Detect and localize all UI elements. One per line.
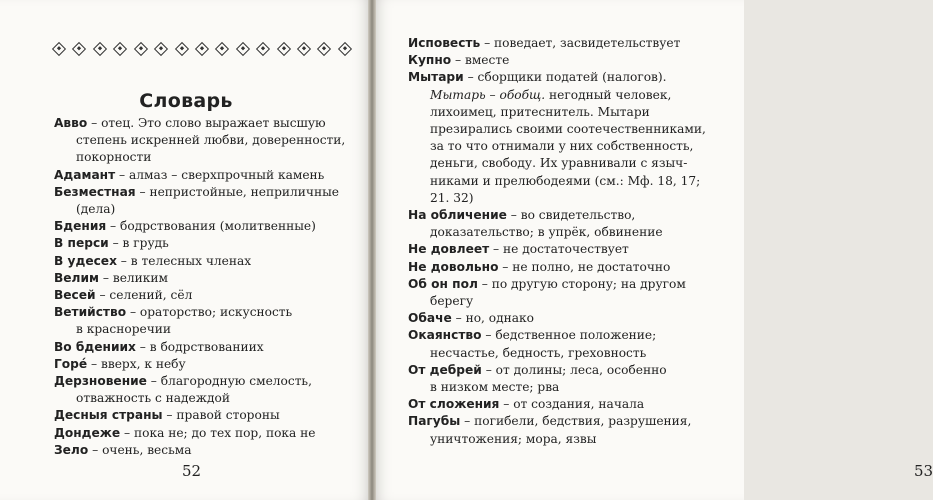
entry-term: От сложения [408,397,500,412]
entry-term: На обличение [408,208,507,223]
entry-term: Десныя страны [54,408,163,423]
dictionary-entry [54,235,354,252]
entry-term: Обаче [408,311,452,326]
entry-definition: – поведает, засвидетельствует [480,36,681,50]
entry-term: Во бдениих [54,339,136,354]
ornament-diamond-icon [317,42,331,56]
entry-definition-continued: никами и прелюбодеями (см.: Мф. 18, 17; [430,173,701,188]
entry-definition: – селений, сёл [95,288,193,303]
page-number-left: 52 [182,462,202,480]
entry-definition: – бодрствования (молитвенные) [106,219,316,234]
entry-definition: – благородную смелость, [146,374,312,389]
ornament-diamond-icon [297,42,311,56]
entry-definition-continued: степень искренней любви, доверенности, [76,133,346,148]
entry-definition: – в бодрствованиих [135,339,264,354]
entry-definition: – бедственное положение; [481,328,657,343]
entry-definition: – не достаточествует [489,242,629,257]
entry-definition: – сборщики податей (налогов). [463,70,667,85]
entry-term: Не довольно [408,259,499,274]
entry-term: Велим [54,270,99,285]
entry-definition-continued: в низком месте; рва [430,380,560,395]
ornament-border [54,40,350,58]
dictionary-entry [408,207,718,241]
ornament-diamond-icon [174,42,188,56]
entry-definition: – вверх, к небу [87,356,186,371]
entry-term: Мытари [408,70,464,85]
dictionary-entry [54,253,354,270]
entry-definition: – ораторство; искусность [126,305,293,320]
entry-term: От дебрей [408,362,482,377]
entry-term: Горé [54,356,88,371]
dictionary-entry [408,327,718,361]
dictionary-entry [408,259,718,276]
entry-definition: – непристойные, неприличные [135,184,340,199]
dictionary-entry [408,396,718,413]
dictionary-entry [54,339,354,356]
dictionary-entry [408,413,718,447]
entry-definition-continued: несчастье, бедность, греховность [430,345,647,360]
entry-term: Бдения [54,219,107,234]
entry-definition-continued: отважность с надеждой [76,391,230,406]
entry-term: Купно [408,53,452,68]
dictionary-entry [408,310,718,327]
entry-definition-continued: в красноречии [76,322,172,337]
entry-definition-continued: уничтожения; мора, язвы [430,431,597,446]
ornament-diamond-icon [256,42,270,56]
dictionary-entry [54,407,354,424]
entry-definition-continued: покорности [76,150,152,165]
entry-term: Не довлеет [408,242,490,257]
entry-definition: – но, однако [451,311,534,326]
entry-term: Дондеже [54,425,121,440]
ornament-diamond-icon [236,42,250,56]
entry-definition: – отец. Это слово выражает высшую [87,116,326,130]
entry-term: Об он пол [408,276,478,291]
entry-definition-continued: презирались своими соотечественниками, [430,122,706,137]
entry-definition: – великим [98,270,168,285]
dictionary-entry [54,304,354,338]
ornament-diamond-icon [134,42,148,56]
dictionary-entry [408,241,718,258]
entry-definition: – по другую сторону; на другом [477,276,686,291]
entry-term: В перси [54,236,109,251]
entry-definition: – правой стороны [162,408,280,423]
entry-definition: – алмаз – сверхпрочный камень [115,167,325,182]
ornament-diamond-icon [195,42,209,56]
dictionary-entry [54,442,354,459]
ornament-diamond-icon [277,42,291,56]
dictionary-entry [54,287,354,304]
entry-definition: – от создания, начала [499,397,645,412]
entry-term: Безместная [54,184,136,199]
entry-definition-continued: доказательство; в упрёк, обвинение [430,225,663,240]
dictionary-entry [408,52,718,69]
entry-definition-continued: лихоимец, притеснитель. Мытари [430,104,650,119]
page-number-right: 53 [914,462,933,480]
entry-definition: – во свидетельство, [506,208,636,223]
entry-definition-continued: за то что отнимали у них собственность, [430,139,694,154]
entry-term: Зело [54,442,89,457]
dictionary-entry [54,356,354,373]
entry-definition-continued: Мытарь – обобщ. негодный человек, [430,87,672,102]
ornament-diamond-icon [72,42,86,56]
dictionary-entry [408,362,718,396]
entry-term: Дерзновение [54,374,147,389]
dictionary-entry [408,69,718,207]
dictionary-entry [54,115,354,167]
dictionary-entry [54,218,354,235]
left-page [0,0,372,500]
entry-term: Исповесть [408,36,481,50]
ornament-diamond-icon [154,42,168,56]
entry-definition: – очень, весьма [88,442,192,457]
entry-definition: – в телесных членах [116,253,252,268]
entry-term: Авво [54,116,88,130]
ornament-diamond-icon [215,42,229,56]
dictionary-entry [54,167,354,184]
right-entries [408,35,718,448]
entry-term: Весей [54,288,96,303]
entry-definition-continued: (дела) [76,202,116,217]
entry-term: Адамант [54,167,116,182]
entry-term: Окаянство [408,328,482,343]
dictionary-entry [54,425,354,442]
left-entries [54,115,354,459]
entry-definition: – вместе [451,53,510,68]
page-title: Словарь [139,90,233,112]
ornament-diamond-icon [338,42,352,56]
ornament-diamond-icon [93,42,107,56]
book-spine [368,0,376,500]
entry-definition: – в грудь [108,236,169,251]
entry-term: Пагубы [408,414,461,429]
entry-definition-continued: деньги, свободу. Их уравнивали с языч- [430,156,688,171]
dictionary-entry [54,184,354,218]
dictionary-entry [54,270,354,287]
entry-definition: – не полно, не достаточно [498,259,671,274]
ornament-diamond-icon [52,42,66,56]
entry-definition: – погибели, бедствия, разрушения, [460,414,692,429]
ornament-diamond-icon [113,42,127,56]
dictionary-entry [408,276,718,310]
dictionary-entry [54,373,354,407]
dictionary-entry [408,35,718,52]
entry-term: Ветийство [54,305,127,320]
entry-definition-continued: берегу [430,294,474,309]
entry-definition: – пока не; до тех пор, пока не [120,425,316,440]
entry-term: В удесех [54,253,117,268]
entry-definition-continued: 21. 32) [430,190,474,205]
entry-definition: – от долины; леса, особенно [481,362,667,377]
